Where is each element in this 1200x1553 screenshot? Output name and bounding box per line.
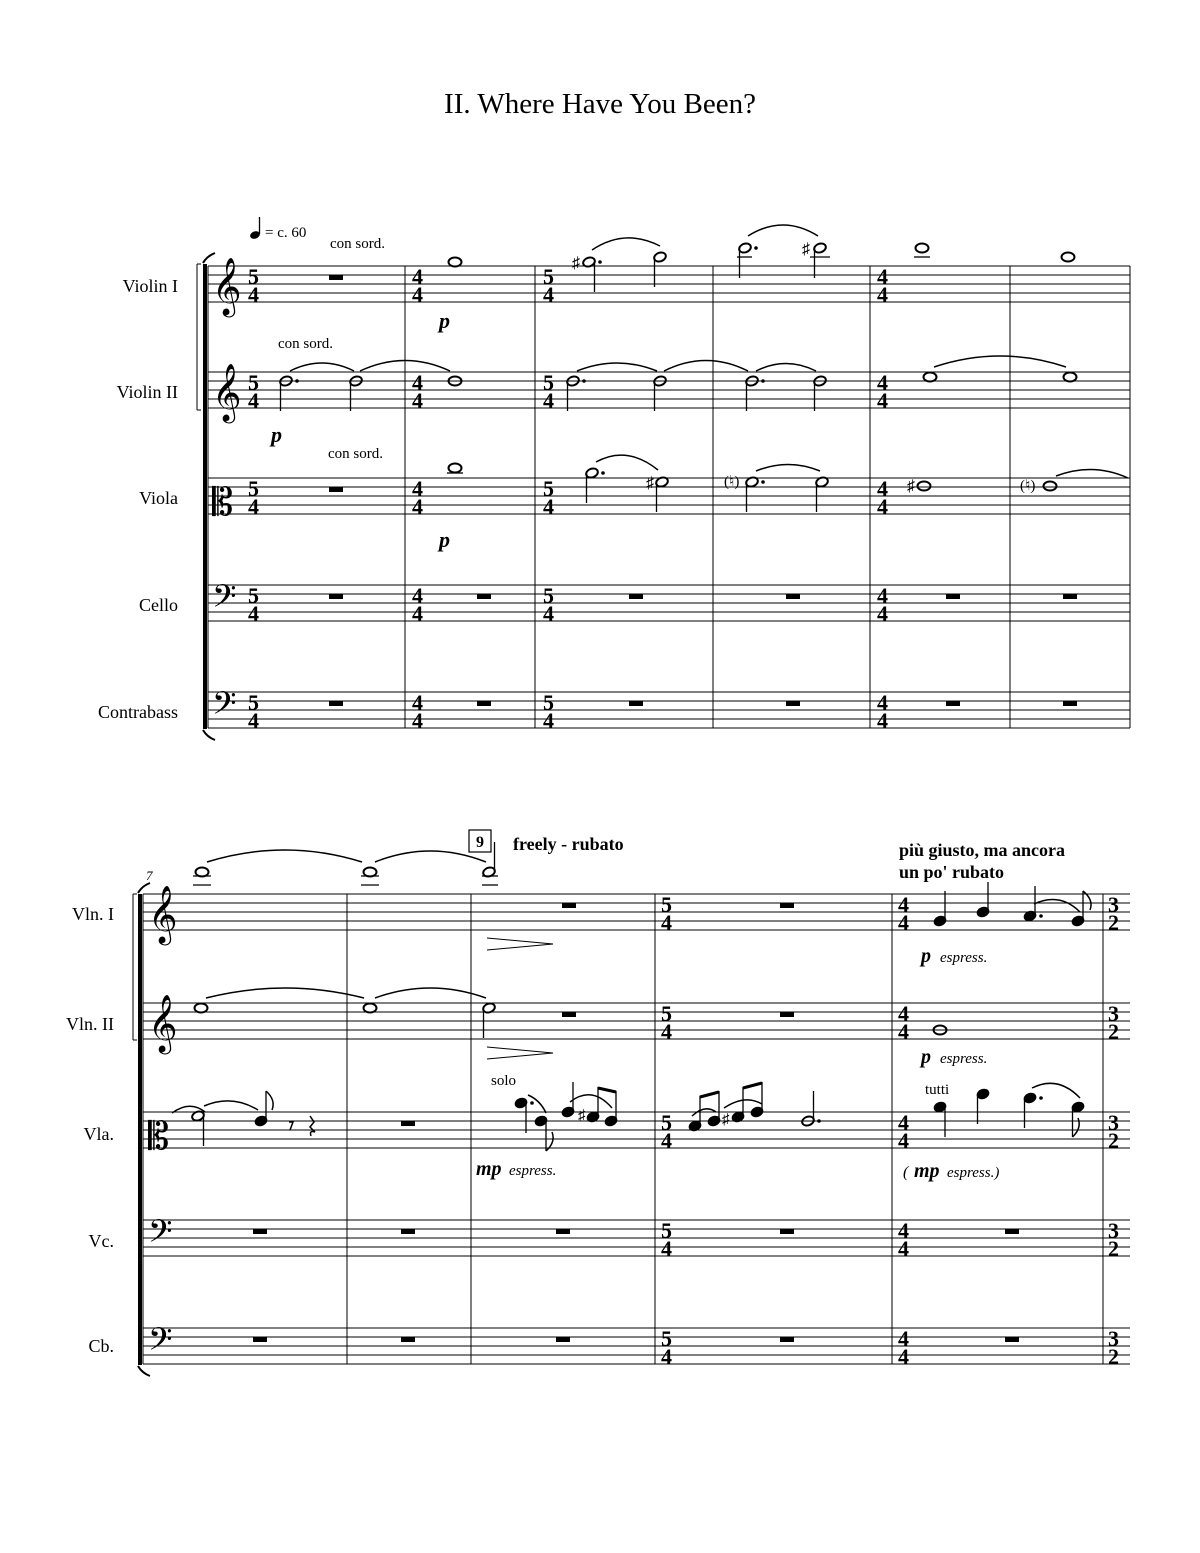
svg-text:4: 4 <box>661 1344 672 1369</box>
violin-2-notes-system-1 <box>279 356 1077 411</box>
svg-text:4: 4 <box>661 1019 672 1044</box>
dynamic-p: p <box>439 527 450 552</box>
svg-text:3: 3 <box>1108 1110 1119 1135</box>
dynamic-paren-open: ( <box>903 1164 909 1181</box>
dynamic-p: p <box>439 308 450 333</box>
expression-espress: espress. <box>509 1163 557 1179</box>
svg-text:4: 4 <box>543 708 554 733</box>
svg-text:4: 4 <box>412 494 423 519</box>
svg-text:5: 5 <box>543 583 554 608</box>
direction-con-sord-vln1: con sord. <box>330 236 385 252</box>
svg-text:5: 5 <box>248 370 259 395</box>
svg-text:4: 4 <box>412 690 423 715</box>
svg-text:4: 4 <box>412 264 423 289</box>
dynamic-mp: mp <box>476 1158 502 1180</box>
instrument-name-vla-short: Vla. <box>83 1124 114 1144</box>
svg-text:5: 5 <box>248 264 259 289</box>
instrument-name-vln2-short: Vln. II <box>66 1014 114 1034</box>
svg-text:4: 4 <box>248 282 259 307</box>
instrument-name-cb-short: Cb. <box>88 1336 114 1356</box>
svg-text:3: 3 <box>1108 1218 1119 1243</box>
instrument-name-cello: Cello <box>139 595 178 615</box>
bass-clef-icon: 𝄢 <box>148 1323 173 1365</box>
direction-un-po-rubato: un po' rubato <box>899 862 1005 882</box>
treble-clef-icon: 𝄞 <box>148 995 178 1051</box>
bass-clef-icon: 𝄢 <box>212 687 237 729</box>
svg-text:4: 4 <box>877 282 888 307</box>
svg-text:4: 4 <box>877 494 888 519</box>
dynamic-mp: mp <box>914 1160 940 1182</box>
svg-text:2: 2 <box>1108 1236 1119 1261</box>
svg-text:5: 5 <box>661 1326 672 1351</box>
system-2 <box>66 830 1130 1376</box>
svg-text:3: 3 <box>1108 1001 1119 1026</box>
treble-clef-icon: 𝄞 <box>212 364 242 420</box>
violin-2-notes-system-2 <box>195 988 947 1059</box>
svg-text:4: 4 <box>898 1218 909 1243</box>
svg-text:4: 4 <box>248 494 259 519</box>
svg-text:4: 4 <box>412 282 423 307</box>
svg-text:2: 2 <box>1108 1128 1119 1153</box>
svg-text:2: 2 <box>1108 910 1119 935</box>
svg-text:3: 3 <box>1108 1326 1119 1351</box>
svg-text:4: 4 <box>877 601 888 626</box>
system-1-staves <box>208 266 1130 728</box>
svg-text:4: 4 <box>898 1019 909 1044</box>
bass-clef-icon: 𝄢 <box>212 580 237 622</box>
alto-clef-icon: 𝄡 <box>148 1116 170 1158</box>
instrument-name-viola: Viola <box>139 488 178 508</box>
svg-text:4: 4 <box>543 494 554 519</box>
svg-text:4: 4 <box>412 476 423 501</box>
measure-number: 7 <box>146 868 153 883</box>
svg-text:4: 4 <box>877 690 888 715</box>
rehearsal-mark: 9 <box>476 834 484 851</box>
svg-text:4: 4 <box>412 601 423 626</box>
svg-text:5: 5 <box>661 1218 672 1243</box>
svg-text:4: 4 <box>661 910 672 935</box>
alto-clef-icon: 𝄡 <box>212 482 234 524</box>
svg-text:4: 4 <box>898 1110 909 1135</box>
dynamic-p: p <box>271 422 282 447</box>
svg-text:5: 5 <box>543 264 554 289</box>
svg-text:4: 4 <box>248 708 259 733</box>
time-signatures-system-1 <box>248 264 888 733</box>
tempo-text: = c. 60 <box>265 225 307 241</box>
svg-text:3: 3 <box>1108 892 1119 917</box>
dynamic-p: p <box>921 1046 931 1068</box>
svg-text:4: 4 <box>877 583 888 608</box>
svg-text:4: 4 <box>898 1236 909 1261</box>
dynamic-p: p <box>921 945 931 967</box>
system-1 <box>98 217 1130 740</box>
svg-text:4: 4 <box>898 892 909 917</box>
svg-text:(♮): (♮) <box>1020 478 1036 494</box>
svg-text:5: 5 <box>248 583 259 608</box>
expression-espress: espress. <box>940 950 988 966</box>
svg-text:4: 4 <box>543 601 554 626</box>
svg-text:4: 4 <box>898 1326 909 1351</box>
svg-text:4: 4 <box>877 388 888 413</box>
svg-text:♯: ♯ <box>802 241 810 258</box>
svg-text:5: 5 <box>661 892 672 917</box>
svg-text:4: 4 <box>877 708 888 733</box>
bass-clef-icon: 𝄢 <box>148 1215 173 1257</box>
svg-text:4: 4 <box>543 282 554 307</box>
instrument-name-contrabass: Contrabass <box>98 702 178 722</box>
direction-con-sord-vla: con sord. <box>328 446 383 462</box>
svg-text:4: 4 <box>412 370 423 395</box>
direction-con-sord-vln2: con sord. <box>278 336 333 352</box>
svg-text:2: 2 <box>1108 1344 1119 1369</box>
treble-clef-icon: 𝄞 <box>148 886 178 942</box>
svg-text:5: 5 <box>543 476 554 501</box>
svg-text:4: 4 <box>661 1236 672 1261</box>
instrument-name-vln1-short: Vln. I <box>72 904 114 924</box>
svg-text:5: 5 <box>543 690 554 715</box>
piece-title: II. Where Have You Been? <box>444 88 756 120</box>
instrument-name-violin-1: Violin I <box>122 276 178 296</box>
svg-text:4: 4 <box>898 1128 909 1153</box>
svg-text:4: 4 <box>543 388 554 413</box>
svg-text:(♮): (♮) <box>724 474 740 490</box>
svg-text:5: 5 <box>661 1001 672 1026</box>
svg-text:4: 4 <box>248 388 259 413</box>
svg-text:5: 5 <box>543 370 554 395</box>
svg-text:4: 4 <box>412 583 423 608</box>
svg-text:♯: ♯ <box>572 255 580 272</box>
svg-text:4: 4 <box>877 476 888 501</box>
svg-text:4: 4 <box>412 388 423 413</box>
direction-piu-giusto: più giusto, ma ancora <box>899 840 1066 860</box>
svg-text:4: 4 <box>877 370 888 395</box>
svg-text:4: 4 <box>412 708 423 733</box>
instrument-name-vc-short: Vc. <box>88 1231 114 1251</box>
treble-clef-icon: 𝄞 <box>212 258 242 314</box>
svg-text:♯: ♯ <box>907 478 915 495</box>
expression-espress: espress.) <box>947 1165 1000 1181</box>
svg-text:4: 4 <box>877 264 888 289</box>
tempo-mark <box>249 217 306 241</box>
svg-text:5: 5 <box>248 690 259 715</box>
svg-text:4: 4 <box>661 1128 672 1153</box>
svg-text:4: 4 <box>248 601 259 626</box>
svg-text:♯: ♯ <box>646 475 654 492</box>
svg-text:4: 4 <box>898 910 909 935</box>
svg-text:♯: ♯ <box>578 1108 586 1124</box>
svg-text:5: 5 <box>661 1110 672 1135</box>
svg-text:5: 5 <box>248 476 259 501</box>
rests-system-1 <box>329 275 1077 706</box>
svg-text:♯: ♯ <box>722 1112 730 1128</box>
instrument-name-violin-2: Violin II <box>116 382 178 402</box>
direction-tutti: tutti <box>925 1082 950 1098</box>
direction-freely-rubato: freely - rubato <box>513 834 624 854</box>
svg-text:4: 4 <box>898 1001 909 1026</box>
direction-solo: solo <box>491 1073 517 1089</box>
svg-text:2: 2 <box>1108 1019 1119 1044</box>
expression-espress: espress. <box>940 1051 988 1067</box>
svg-text:4: 4 <box>898 1344 909 1369</box>
